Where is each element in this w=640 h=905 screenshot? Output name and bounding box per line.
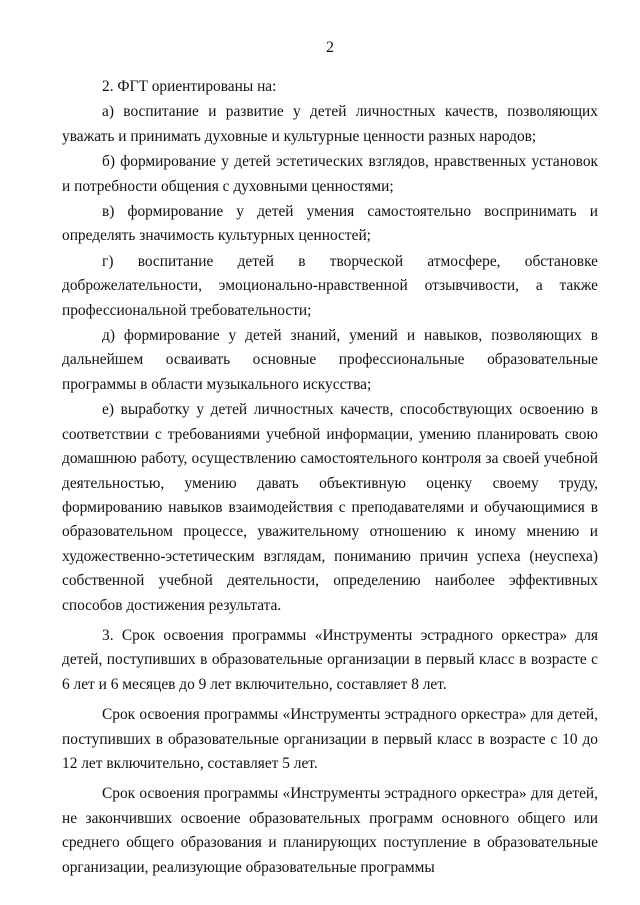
paragraph-item-g: г) воспитание детей в творческой атмосфере, обстановке доброжелательности, эмоционально-нравственной отзывчивости, а также профессиональной требовательности; bbox=[62, 252, 598, 319]
paragraph-item-b: б) формирование у детей эстетических взглядов, нравственных установок и потребности общения с духовными ценностями; bbox=[62, 153, 598, 195]
page-number: 2 bbox=[326, 39, 334, 56]
paragraph-term-8-years: 3. Срок освоения программы «Инструменты эстрадного оркестра» для детей, поступивших в образовательные организации в первый класс в возрасте с 6 лет и 6 месяцев до 9 лет включительно, составляет 8 лет. bbox=[62, 626, 598, 693]
paragraph-item-d: д) формирование у детей знаний, умений и навыков, позволяющих в дальнейшем осваивать основные профессиональные образовательные программы в области музыкального искусства; bbox=[62, 327, 598, 393]
paragraph-fgt-intro: 2. ФГТ ориентированы на: bbox=[102, 78, 277, 95]
paragraph-item-a: а) воспитание и развитие у детей личностных качеств, позволяющих уважать и принимать духовные и культурные ценности разных народов; bbox=[62, 103, 598, 145]
paragraph-term-continuation: Срок освоения программы «Инструменты эстрадного оркестра» для детей, не закончивших освоение образовательных программ основного общего или среднего общего образования и планирующих поступление в образовательные организации, реализующие образовательные программы bbox=[62, 785, 598, 876]
paragraph-item-e: е) выработку у детей личностных качеств, способствующих освоению в соответствии с требованиями учебной информации, умению планировать свою домашнюю работу, осуществлению самостоятельного контроля за своей учебной деятельностью, умению давать объективную оценку своему труду, формированию навыков взаимодействия с преподавателями и обучающимися в образовательном процессе, уважительному отношению к иному мнению и художественно-эстетическим взглядам, пониманию причин успеха (неуспеха) собственной учебной деятельности, определению наиболее эффективных способов достижения результата. bbox=[62, 401, 598, 614]
paragraph-term-5-years: Срок освоения программы «Инструменты эстрадного оркестра» для детей, поступивших в образовательные организации в первый класс в возрасте с 10 до 12 лет включительно, составляет 5 лет. bbox=[62, 706, 598, 772]
paragraph-item-v: в) формирование у детей умения самостоятельно воспринимать и определять значимость культурных ценностей; bbox=[62, 203, 598, 245]
